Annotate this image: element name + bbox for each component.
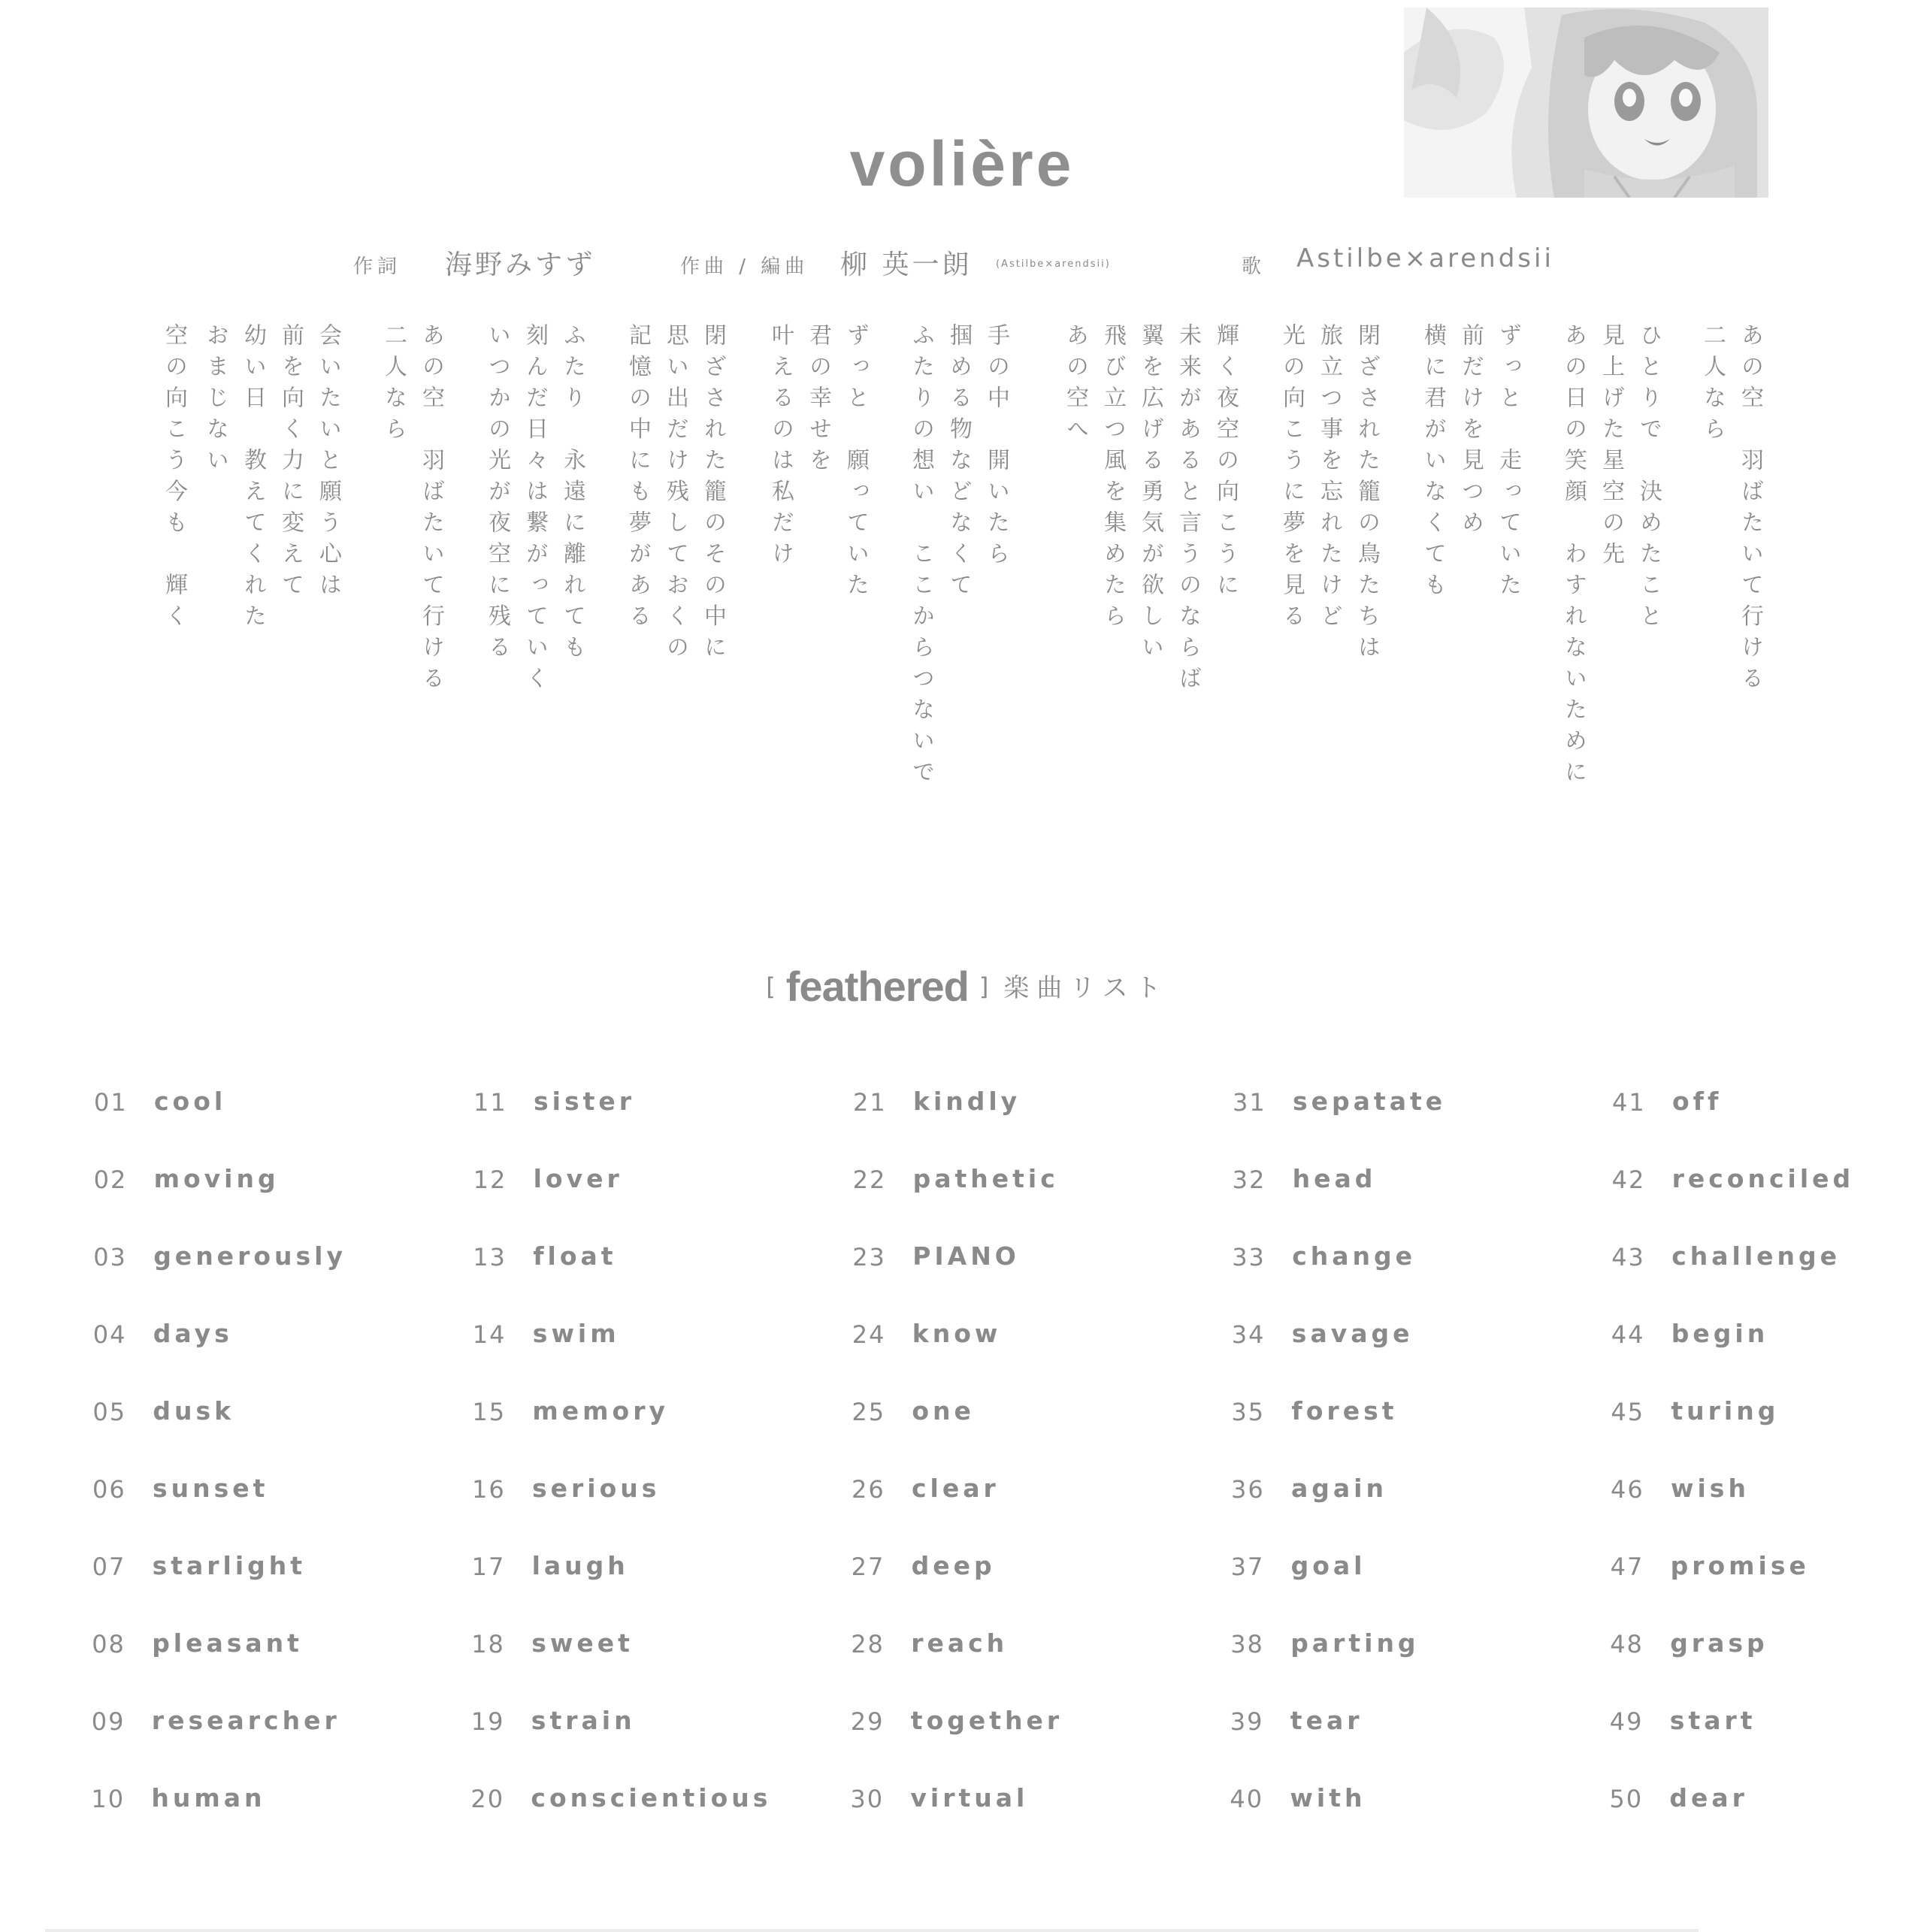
music-credit-label: 作曲 / 編曲 [680,255,809,278]
track-number: 29 [850,1707,885,1736]
track-title: wish [1671,1474,1750,1503]
lyric-line: 飛び立つ風を集めたら [1100,323,1126,635]
track-number: 09 [91,1707,126,1736]
track-title: forest [1291,1396,1398,1426]
track-title: challenge [1671,1241,1841,1271]
track-number: 37 [1230,1553,1265,1581]
track-number: 39 [1230,1707,1264,1736]
lyricist-name: 海野みすず [445,249,596,280]
track-number: 20 [470,1785,505,1813]
lyric-line: 二人なら [1699,323,1726,448]
track-number: 21 [853,1088,887,1117]
lyric-line: 手の中 開いたら [983,323,1009,573]
lyric-line: 前を向く力に変えて [277,323,304,604]
track-title: laugh [531,1551,629,1580]
lyric-line: 光の向こうに夢を見る [1278,323,1305,635]
track-title: dusk [153,1396,235,1426]
track-title: strain [531,1706,636,1735]
track-title: head [1292,1164,1377,1193]
track-title: change [1292,1241,1417,1271]
track-title: kindly [913,1087,1021,1116]
track-title: off [1672,1087,1723,1116]
track-number: 47 [1610,1553,1644,1581]
track-title: promise [1670,1551,1810,1580]
track-number: 31 [1233,1088,1266,1117]
track-number: 25 [852,1398,886,1426]
track-title: virtual [910,1783,1029,1813]
lyric-line: 空の向こう今も 輝く [161,323,187,635]
lyric-line: あの日の笑顔 わすれないために [1560,323,1587,791]
lyric-line: いつかの光が夜空に残る [484,323,510,667]
track-title: lover [533,1164,623,1193]
track-number: 08 [92,1630,126,1658]
track-list [0,1082,1924,1871]
track-title: goal [1290,1551,1366,1580]
track-title: human [151,1783,266,1813]
track-number: 12 [473,1166,507,1194]
track-number: 19 [470,1707,505,1736]
track-number: 17 [471,1553,506,1581]
lyrics-credit-label: 作詞 [353,255,402,278]
track-number: 26 [852,1475,885,1504]
lyric-line: あの空 羽ばたいて行ける [418,323,444,697]
lyric-line: おまじない [202,323,228,479]
lyric-line: あの空 羽ばたいて行ける [1737,323,1763,697]
lyric-line: 刻んだ日々は繋がっていく [522,323,548,697]
track-title: days [153,1319,233,1348]
track-title: reconciled [1671,1164,1855,1193]
track-title: moving [153,1164,280,1193]
composer-note: (Astilbe×arendsii) [996,259,1111,270]
vocalist-name: Astilbe×arendsii [1296,243,1554,274]
lyric-line: 横に君がいなくても [1420,323,1446,604]
track-number: 13 [473,1243,507,1271]
lyric-line: 前だけを見つめ [1457,323,1484,542]
track-number: 24 [852,1320,886,1349]
lyric-line: 叶えるのは私だけ [767,323,794,573]
album-name: feathered [785,963,969,1010]
track-number: 04 [92,1320,127,1349]
track-number: 15 [472,1398,507,1426]
track-number: 34 [1231,1320,1266,1349]
lyric-line: 君の幸せを [805,323,831,479]
track-title: sweet [531,1628,634,1658]
track-title: conscientious [531,1783,772,1813]
track-number: 35 [1231,1398,1266,1426]
track-title: PIANO [912,1241,1020,1271]
lyric-line: ふたりの想い ここからつないで [908,323,934,791]
track-title: begin [1671,1319,1769,1348]
track-title: pathetic [912,1164,1059,1193]
track-number: 03 [93,1243,127,1271]
track-number: 44 [1611,1320,1645,1349]
track-number: 46 [1611,1475,1644,1504]
page-bottom-edge [45,1929,1699,1932]
lyric-line: 記憶の中にも夢がある [625,323,651,635]
lyric-line: 閉ざされた籠のその中に [700,323,726,667]
lyric-line: 幼い日 教えてくれた [240,323,266,635]
track-title: float [533,1241,617,1271]
track-title: together [910,1706,1063,1735]
track-title: one [912,1396,975,1426]
song-credits [0,242,1924,287]
lyric-line: 旅立つ事を忘れたけど [1316,323,1342,635]
lyric-line: ずっと 走っていた [1495,323,1521,604]
lyric-line: ひとりで 決めたこと [1635,323,1662,635]
track-title: serious [532,1474,661,1503]
lyric-line: 掴める物などなくて [945,323,972,604]
track-title: parting [1290,1628,1420,1658]
track-number: 18 [471,1630,505,1658]
song-title: volière [849,128,1075,199]
lyric-line: 会いたいと願う心は [315,323,341,604]
track-number: 11 [473,1088,507,1117]
track-title: start [1669,1706,1756,1735]
track-number: 28 [851,1630,885,1658]
lyric-line: 未来があると言うのならば [1175,323,1201,697]
track-title: grasp [1670,1628,1768,1658]
heading-bracket-open: [ [766,972,776,1001]
lyric-line: 翼を広げる勇気が欲しい [1137,323,1163,667]
track-title: know [912,1319,1002,1348]
lyric-line: ふたり 永遠に離れても [559,323,585,667]
lyric-line: 二人なら [380,323,407,448]
track-title: memory [532,1396,670,1426]
track-title: tear [1290,1706,1363,1735]
track-title: again [1291,1474,1387,1503]
track-title: turing [1671,1396,1780,1426]
track-number: 01 [94,1088,128,1117]
track-number: 50 [1609,1785,1644,1813]
track-number: 22 [852,1166,887,1194]
track-number: 10 [91,1785,126,1813]
track-number: 16 [472,1475,506,1504]
track-number: 02 [93,1166,128,1194]
lyrics-block [0,323,1924,834]
track-title: sister [534,1087,636,1116]
track-title: with [1290,1783,1366,1813]
track-title: clear [912,1474,1000,1503]
track-number: 40 [1230,1785,1264,1813]
track-title: swim [532,1319,620,1348]
track-number: 49 [1609,1707,1644,1736]
track-number: 32 [1232,1166,1266,1194]
track-list-label: 楽曲リスト [1003,973,1169,1003]
track-number: 07 [92,1553,126,1581]
track-title: deep [911,1551,996,1580]
track-title: pleasant [152,1628,303,1658]
track-number: 23 [852,1243,886,1271]
track-number: 36 [1231,1475,1265,1504]
lyric-line: 見上げた星空の先 [1598,323,1624,573]
lyric-line: 思い出だけ残しておくの [662,323,688,667]
lyric-line: 輝く夜空の向こうに [1212,323,1239,604]
lyric-line: あの空へ [1062,323,1088,448]
track-list-heading [0,962,1924,1011]
track-number: 42 [1611,1166,1646,1194]
track-title: savage [1291,1319,1414,1348]
track-title: sunset [153,1474,269,1503]
vocal-credit-label: 歌 [1242,255,1266,278]
track-title: starlight [152,1551,307,1580]
track-number: 30 [850,1785,885,1813]
track-title: generously [153,1241,346,1271]
track-number: 48 [1610,1630,1644,1658]
track-number: 41 [1612,1088,1646,1117]
track-number: 05 [92,1398,127,1426]
track-title: reach [911,1628,1009,1658]
lyric-line: ずっと 願っていた [843,323,869,604]
track-title: sepatate [1293,1087,1447,1116]
track-number: 14 [472,1320,507,1349]
track-number: 38 [1230,1630,1264,1658]
lyric-line: 閉ざされた籠の鳥たちは [1354,323,1380,667]
composer-name: 柳 英一朗 [840,249,973,280]
track-title: dear [1669,1783,1748,1813]
track-number: 33 [1232,1243,1266,1271]
track-number: 06 [92,1475,126,1504]
heading-bracket-close: ] [979,972,989,1001]
track-title: researcher [151,1706,340,1735]
track-number: 43 [1611,1243,1645,1271]
track-number: 27 [851,1553,885,1581]
track-number: 45 [1611,1398,1645,1426]
track-title: cool [154,1087,227,1116]
